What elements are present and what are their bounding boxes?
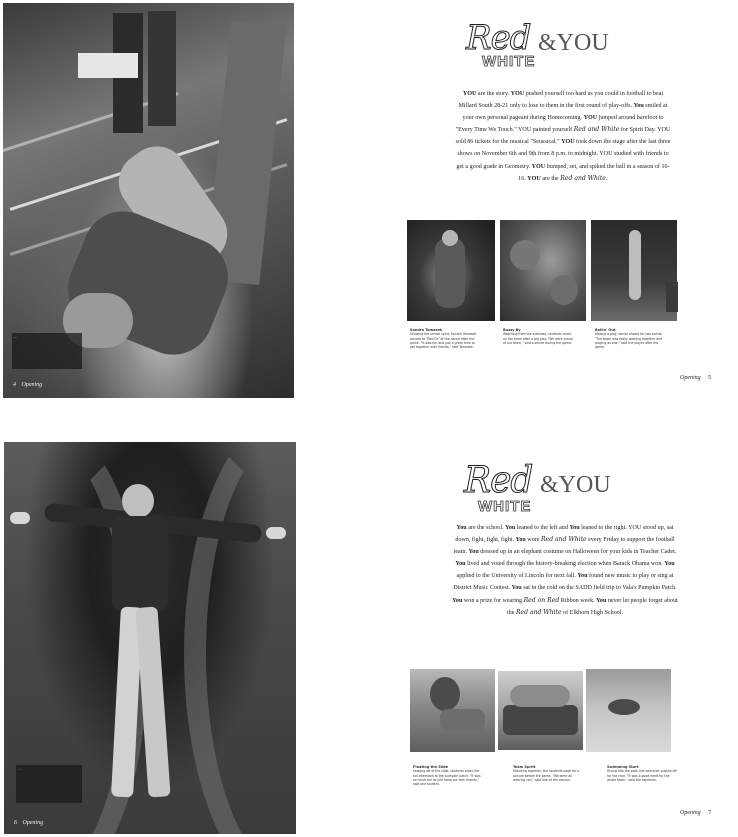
- pumpkin-patch-photo: [410, 669, 495, 752]
- story-paragraph: [454, 88, 672, 185]
- volleyball-photo: [591, 220, 677, 321]
- story-text: Ribbon week.: [559, 597, 597, 604]
- story-emphasis: You: [664, 561, 675, 568]
- caption-2-title: Team Spirit: [513, 765, 536, 769]
- story-text: bumped, set, and spiked the ball in a season of 16-16.: [518, 163, 670, 182]
- folio: [14, 820, 43, 826]
- story-emphasis: You: [596, 597, 607, 604]
- story-script-text: Red and White: [515, 608, 562, 616]
- story-text: took down the stage after the last three shows on November 6th and 9th from 8 p.m. to midnight. YOU studied with friends to get a good grade in Geometry.: [456, 139, 671, 170]
- folio: [13, 382, 42, 388]
- caption-1: [413, 765, 485, 803]
- story-text: leaned to the right. YOU stood up, sat down, fight, fight, fight.: [455, 525, 674, 544]
- page-number: 6: [14, 820, 17, 826]
- dance-photo: [407, 220, 495, 321]
- football-player-photo: [3, 3, 294, 398]
- photo-caption: ...: [16, 765, 82, 803]
- spread1-right-page: [370, 0, 738, 400]
- caption-3-body: Making a play, senior shoots for two points. "The team was really working together and playing as one," said the player after the game.: [595, 332, 663, 350]
- story-text: dressed up in an elephant costume on Halloween for your kids in Teacher Cadet.: [478, 549, 677, 556]
- spread2-right-page: [370, 440, 738, 837]
- story-emphasis: You: [569, 525, 580, 531]
- logo-you-text: &YOU: [540, 472, 611, 498]
- story-emphasis: You: [577, 573, 588, 580]
- spectators-photo: [500, 220, 586, 321]
- story-script-text: Red and White: [541, 536, 587, 544]
- story-text: are the: [540, 175, 561, 182]
- story-text: smiled at your own personal pageant during Homecoming.: [462, 103, 668, 122]
- section-label: Opening: [22, 820, 44, 826]
- story-text: of Elkhorn High School.: [561, 609, 624, 616]
- caption-3: [595, 328, 665, 364]
- red-white-you-logo: [464, 460, 644, 520]
- side-photo-sliver: [666, 282, 678, 312]
- story-emphasis: YOU: [583, 115, 598, 122]
- story-text: lived and voted through the history-breaking election when Barack Obama won.: [465, 561, 665, 568]
- story-text: applied to the University of Lincoln for next fall.: [456, 573, 578, 580]
- caption-2-body: Standing together, the students pose for a picture before the game. "We were all wearing red," said one of the seniors.: [513, 769, 580, 782]
- story-text: sat in the cold on the SADD field trip to Vala's Pumpkin Patch.: [521, 585, 677, 592]
- caption-1: [410, 328, 480, 364]
- story-paragraph: [452, 522, 678, 619]
- story-emphasis: You: [455, 561, 466, 568]
- page-number: 4: [13, 382, 16, 388]
- caption-2-body: Watching from the sidelines, students cheer on the team after a big play. "We were proud of our team," said a senior during the game.: [503, 332, 573, 345]
- story-emphasis: YOU: [531, 163, 546, 170]
- story-emphasis: You: [468, 549, 479, 556]
- caption-3-title: Ballin' Out: [595, 328, 616, 332]
- swimming-photo: [586, 669, 671, 752]
- story-text: for Spirit Day. YOU sold 86 tickets for the musical "Seussical.": [455, 127, 671, 146]
- logo-red-text: Red: [464, 460, 533, 501]
- story-emphasis: You: [633, 103, 644, 110]
- page-number: 7: [708, 810, 712, 816]
- story-emphasis: You: [511, 585, 522, 592]
- story-text: found new music to play or sing at District Music Contest.: [453, 573, 674, 592]
- caption-3-title: Swimming Start: [607, 765, 639, 769]
- story-emphasis: YOU: [561, 139, 575, 146]
- caption-2: [513, 765, 585, 803]
- spread2-left-page: [0, 440, 300, 837]
- spread1-left-page: [0, 0, 300, 400]
- story-script-text: Red on Red: [523, 596, 560, 604]
- conductor-photo: [4, 442, 296, 834]
- story-emphasis: You: [505, 525, 516, 531]
- caption-1-body: Leaping off of the slide, students enjoy the fall afternoon at the pumpkin patch. "It was so much fun to just hang out with friends," said one student.: [413, 769, 481, 787]
- caption-3-body: Diving into the pool, the swimmer pushes off for the race. "It was a good meet for the whole team," said the swimmer.: [607, 769, 677, 782]
- team-group-photo: [498, 671, 583, 750]
- story-text: jumped around barefoot to "Every Time We Touch." YOU painted yourself: [455, 115, 664, 134]
- caption-1-body: Showing her school spirit, Sandra Tomasek dances to "Red Dr" at the dance after the game. "It was fun and just a great time to get together with friends," said Tomasek.: [410, 332, 477, 350]
- section-label: Opening: [680, 375, 701, 381]
- caption-1-title: Floating the Slide: [413, 765, 449, 769]
- story-text: wore: [525, 537, 542, 544]
- story-emphasis: You: [515, 537, 526, 544]
- caption-1-title: Sandra Tomasek: [410, 328, 443, 332]
- story-text: every Friday to support the football team.: [453, 537, 675, 556]
- logo-red-text: Red: [466, 18, 531, 58]
- story-text: never let people forget about the: [506, 597, 678, 616]
- story-text: are the story.: [476, 91, 511, 97]
- section-label: Opening: [21, 382, 43, 388]
- story-script-text: Red and White: [573, 126, 620, 134]
- caption-2-title: Buzzy By: [503, 328, 521, 332]
- story-emphasis: YOU: [510, 91, 525, 97]
- story-text: pushed yourself too hard as you could in football to beat Millard South 28-21 only to lose to them in the first round of play-offs.: [458, 91, 664, 110]
- story-text: are the school.: [466, 525, 506, 531]
- page-number: 5: [708, 375, 712, 381]
- story-emphasis: You: [452, 597, 463, 604]
- photo-caption: ...: [12, 333, 82, 369]
- story-emphasis: You: [456, 525, 467, 531]
- caption-3: [607, 765, 679, 803]
- story-emphasis: YOU: [527, 175, 541, 182]
- folio: [680, 375, 711, 381]
- story-text: leaned to the left and: [515, 525, 570, 531]
- story-script-text: Red and White.: [560, 174, 608, 182]
- story-text: won a prize for wearing: [462, 597, 524, 604]
- logo-white-text: WHITE: [478, 498, 532, 515]
- section-label: Opening: [680, 810, 701, 816]
- logo-you-text: &YOU: [538, 30, 609, 56]
- story-emphasis: YOU: [462, 91, 477, 97]
- red-white-you-logo: [466, 18, 636, 74]
- caption-2: [503, 328, 573, 364]
- logo-white-text: WHITE: [482, 53, 536, 70]
- folio: [680, 810, 711, 816]
